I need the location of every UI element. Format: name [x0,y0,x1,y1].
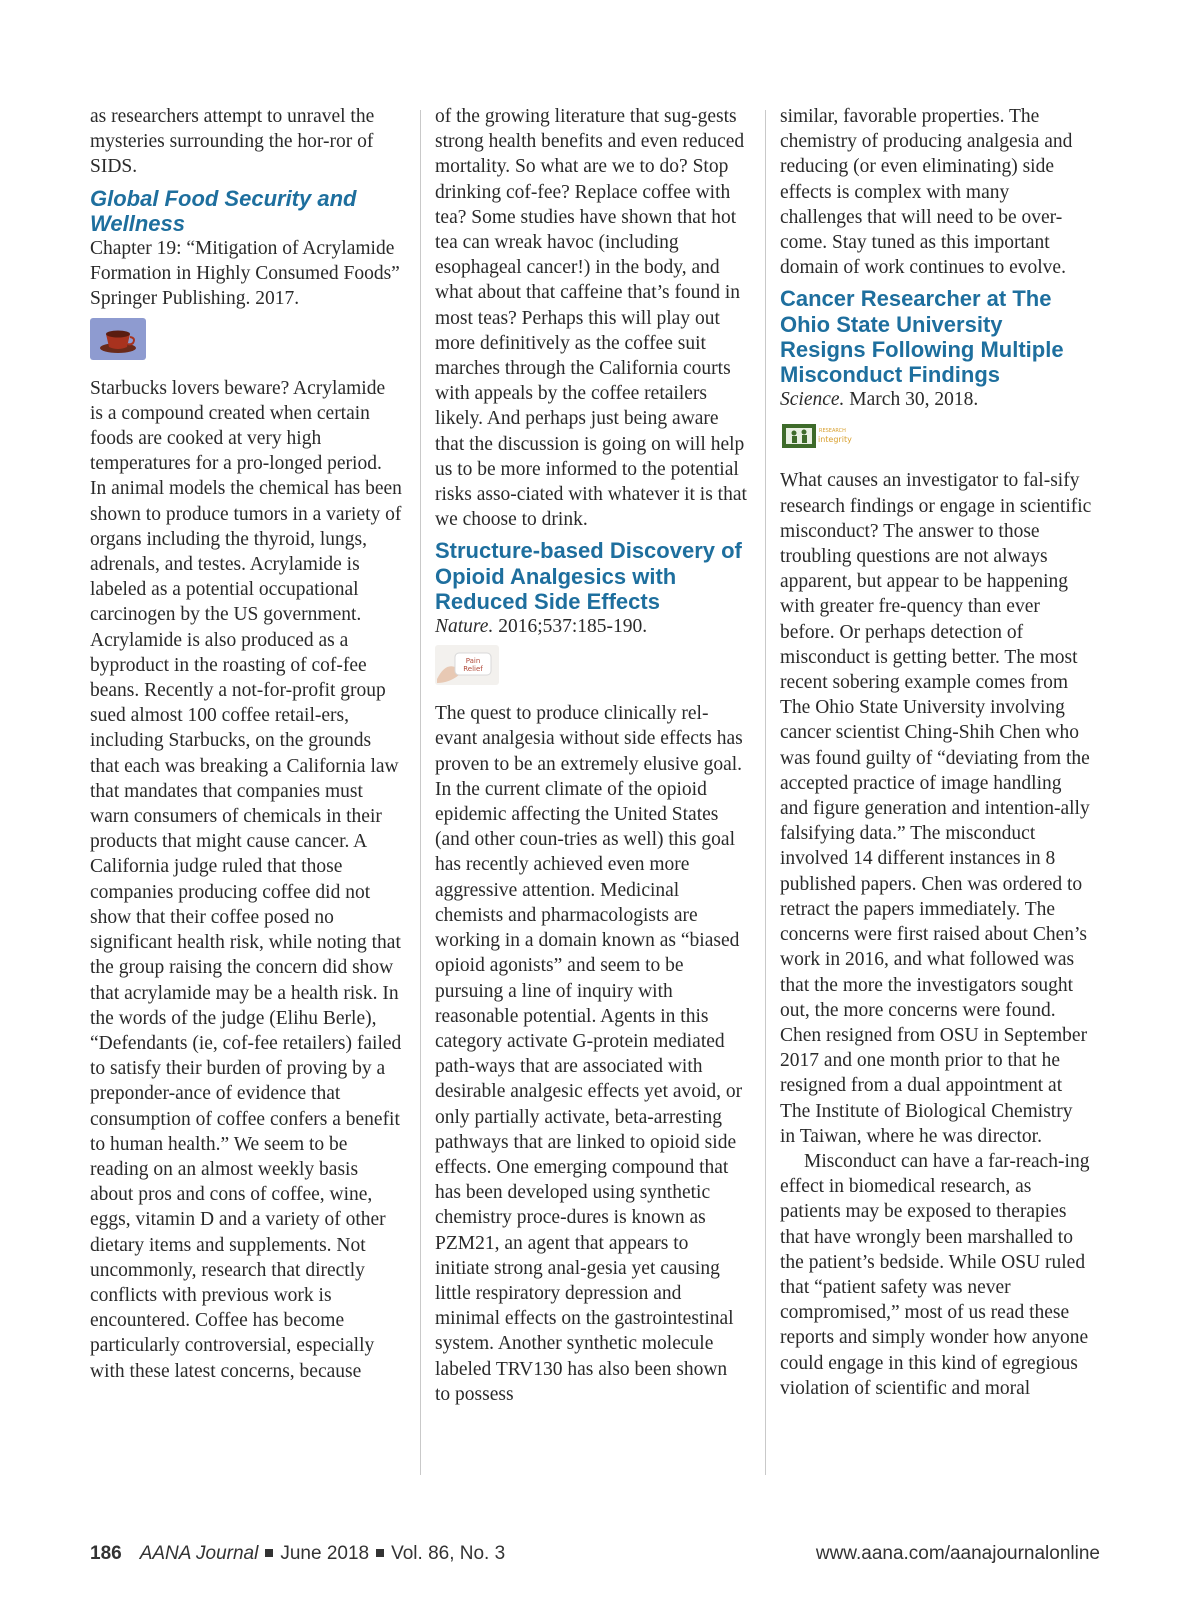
opioid-citation [435,614,747,639]
intro-paragraph: as researchers attempt to unravel the mysteries surrounding the hor-ror of SIDS. [90,106,375,178]
pain-relief-text-2: Relief [463,665,483,674]
pain-relief-icon [435,645,499,685]
issue-volume: Vol. 86, No. 3 [391,1543,506,1564]
research-integrity-icon [780,418,852,452]
cancer-citation [780,387,1092,412]
pain-relief-thumbnail [435,645,499,685]
column-divider-1 [420,110,421,1475]
heading-opioid-analgesics: Structure-based Discovery of Opioid Analgesics with Reduced Side Effects [435,538,742,614]
food-citation-chapter: Chapter 19: “Mitigation of Acrylamide Formation in Highly Consumed Foods” [90,238,400,285]
journal-name: AANA Journal [139,1543,259,1564]
food-citation-publisher: Springer Publishing. 2017. [90,288,300,310]
research-integrity-thumbnail [780,418,852,452]
integrity-text-2: integrity [818,435,852,445]
footer-separator-icon [376,1549,384,1557]
column-3 [780,104,1092,1401]
opioid-continued-paragraph: similar, favorable properties. The chemistry of producing analgesia and reducing (or even eliminating) side effects is complex with many challenges that will need to be over-come. Stay tuned as this important domain of work continues to evolve. [780,106,1073,279]
page-footer [90,1543,1100,1573]
opioid-citation-details: 2016;537:185-190. [493,616,648,638]
cancer-citation-details: March 30, 2018. [844,389,979,411]
coffee-cup-thumbnail [90,318,146,360]
heading-cancer-researcher: Cancer Researcher at The Ohio State University Resigns Following Multiple Misconduct Findings [780,286,1064,388]
page-number: 186 [90,1543,122,1564]
coffee-cup-icon [90,318,146,360]
column-divider-2 [765,110,766,1475]
misconduct-body-paragraph-2: Misconduct can have a far-reach-ing effect in biomedical research, as patients may be exposed to therapies that have wrongly been marshalled to the patient’s bedside. While OSU ruled that “patient safety was never compromised,” most of us read these reports and simply wonder how anyone could engage in this kind of egregious violation of scientific and moral [780,1150,1090,1399]
cancer-citation-journal: Science. [780,389,845,411]
pain-relief-text-1: Pain [465,657,481,666]
journal-url: www.aana.com/aanajournalonline [815,1543,1100,1564]
column-2 [435,104,747,1407]
opioid-citation-journal: Nature. [435,616,494,638]
opioid-body-paragraph: The quest to produce clinically rel-evant analgesia without side effects has proven to be an extremely elusive goal. In the current climate of the opioid epidemic affecting the United States (and other coun-tries as well) this goal has recently achieved even more aggressive attention. Medicinal chemists and pharmacologists are working in a domain known as “biased opioid agonists” and seem to be pursuing a line of inquiry with reasonable potential. Agents in this category activate G-protein mediated path-ways that are associated with desirable analgesic effects yet avoid, or only partially activate, beta-arresting pathways that are linked to opioid side effects. One emerging compound that has been developed using synthetic chemistry proce-dures is known as PZM21, an agent that appears to initiate strong anal-gesia yet causing little respiratory depression and minimal effects on the gastrointestinal system. Another synthetic molecule labeled TRV130 has also been shown to possess [435,703,743,1405]
integrity-text-1: RESEARCH [819,428,846,435]
column-1 [90,104,402,1384]
footer-separator-icon [265,1549,273,1557]
heading-global-food-security: Global Food Security and Wellness [90,185,357,236]
issue-date: June 2018 [280,1543,370,1564]
food-body-paragraph: Starbucks lovers beware? Acrylamide is a compound created when certain foods are cooked at very high temperatures for a pro-longed period. In animal models the chemical has been shown to produce tumors in a variety of organs including the thyroid, lungs, adrenals, and testes. Acrylamide is labeled as a potential occupational carcinogen by the US government. Acrylamide is also produced as a byproduct in the roasting of cof-fee beans. Recently a not-for-profit group sued almost 100 coffee retail-ers, including Starbucks, on the grounds that each was breaking a California law that mandates that companies must warn consumers of chemicals in their products that might cause cancer. A California judge ruled that those companies producing coffee did not show that their coffee posed no significant health risk, while noting that the group raising the concern did show that acrylamide may be a health risk. In the words of the judge (Elihu Berle), “Defendants (ie, cof-fee retailers) failed to satisfy their burden of proving by a preponder-ance of evidence that consumption of coffee confers a benefit to human health.” We seem to be reading on an almost weekly basis about pros and cons of coffee, wine, eggs, vitamin D and a variety of other dietary items and supplements. Not uncommonly, research that directly conflicts with previous work is encountered. Coffee has become particularly controversial, especially with these latest concerns, because [90,377,402,1382]
misconduct-body-paragraph: What causes an investigator to fal-sify research findings or engage in scientific misconduct? The answer to those troubling questions are not always apparent, but appear to be happening with greater fre-quency than ever before. Or perhaps detection of misconduct is getting better. The most recent sobering example comes from The Ohio State University involving cancer scientist Ching-Shih Chen who was found guilty of “deviating from the accepted practice of image handling and figure generation and intention-ally falsifying data.” The misconduct involved 14 different instances in 8 published papers. Chen was ordered to retract the papers immediately. The concerns were first raised about Chen’s work in 2016, and what followed was that the more the investigators sought out, the more concerns were found. Chen resigned from OSU in September 2017 and one month prior to that he resigned from a dual appointment at The Institute of Biological Chemistry in Taiwan, where he was director. [780,470,1092,1147]
coffee-continued-paragraph: of the growing literature that sug-gests strong health benefits and even reduced mortality. So what are we to do? Stop drinking cof-fee? Replace coffee with tea? Some studies have shown that hot tea can wreak havoc (including esophageal cancer!) in the body, and what about that caffeine that’s found in most teas? Perhaps this will play out more definitively as the coffee suit marches through the California courts with appeals by the coffee retailers likely. And perhaps just being aware that the discussion is going on will help us to be more informed to the potential risks asso-ciated with whatever it is that we choose to drink. [435,106,747,531]
